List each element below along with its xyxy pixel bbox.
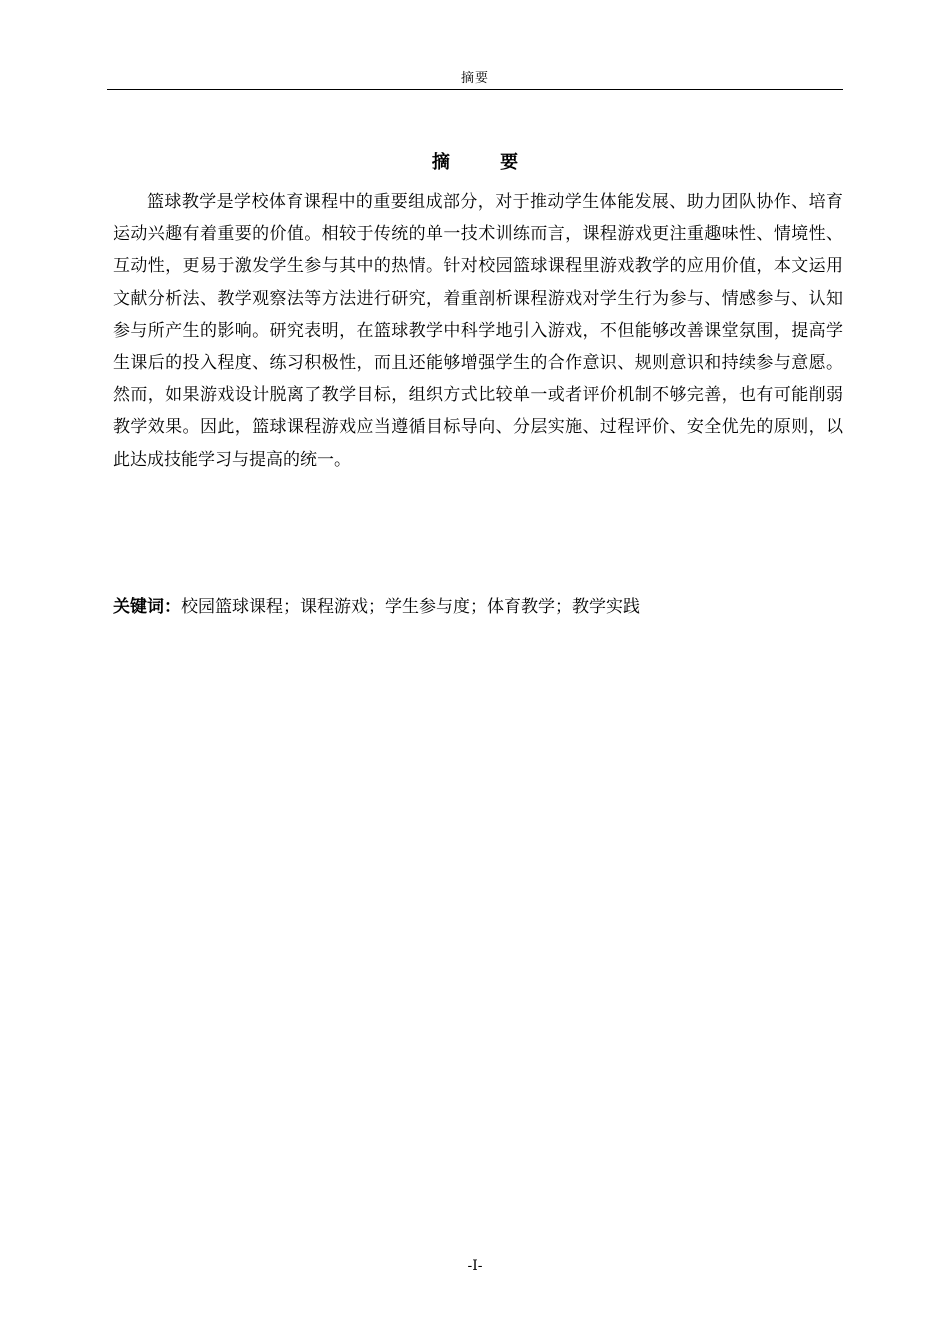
keywords-line (113, 592, 843, 622)
abstract-body: 篮球教学是学校体育课程中的重要组成部分，对于推动学生体能发展、助力团队协作、培育运动兴趣有着重要的价值。相较于传统的单一技术训练而言，课程游戏更注重趣味性、情境性、互动性，更易于激发学生参与其中的热情。针对校园篮球课程里游戏教学的应用价值，本文运用文献分析法、教学观察法等方法进行研究，着重剖析课程游戏对学生行为参与、情感参与、认知参与所产生的影响。研究表明，在篮球教学中科学地引入游戏，不但能够改善课堂氛围，提高学生课后的投入程度、练习积极性，而且还能够增强学生的合作意识、规则意识和持续参与意愿。然而，如果游戏设计脱离了教学目标，组织方式比较单一或者评价机制不够完善，也有可能削弱教学效果。因此，篮球课程游戏应当遵循目标导向、分层实施、过程评价、安全优先的原则，以此达成技能学习与提高的统一。 (113, 192, 843, 470)
page-number: -I- (467, 1258, 483, 1274)
abstract-title: 摘 要 (431, 152, 541, 173)
keywords-label: 关键词： (113, 597, 181, 617)
running-header: 摘要 (460, 71, 489, 86)
keywords-list: 校园篮球课程；课程游戏；学生参与度；体育教学；教学实践 (181, 597, 640, 617)
header-rule (107, 89, 843, 90)
